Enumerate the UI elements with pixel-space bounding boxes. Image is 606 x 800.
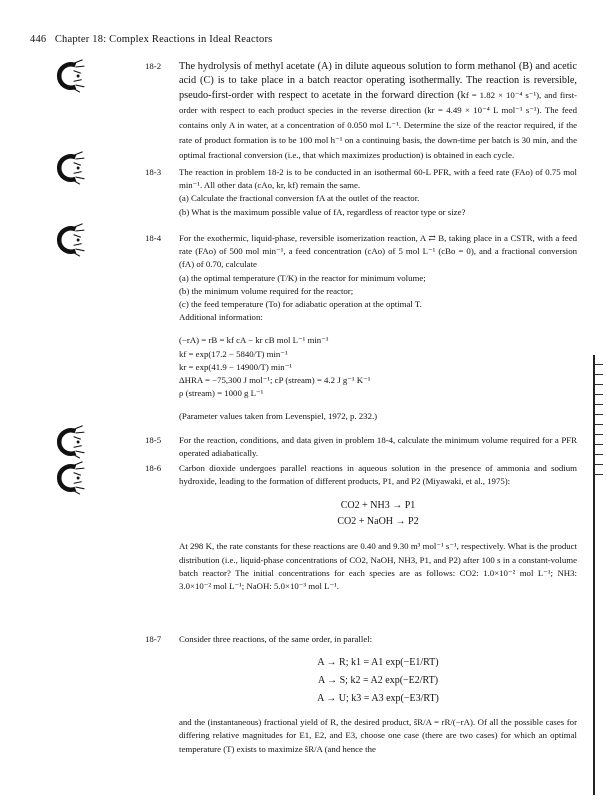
problem-18-5 [145, 434, 577, 460]
rate-equation: (−rA) = rB = kf cA − kr cB mol L⁻¹ min⁻¹ [179, 335, 329, 346]
reaction-1: CO2 + NH3 → P1 [340, 500, 416, 512]
problem-text: Carbon dioxide undergoes parallel reactions in aqueous solution in the presence of ammonia and sodium hydroxide, leading to the formation of different products, P1, and P2 (Miyawaki, et al., 1975): [179, 463, 577, 487]
part-b: (b) What is the maximum possible value of fA, regardless of reactor type or size? [179, 206, 466, 217]
reaction-2: A → S; k2 = A2 exp(−E2/RT) [317, 675, 439, 687]
reaction-1: A → R; k1 = A1 exp(−E1/RT) [317, 657, 439, 669]
running-header [30, 34, 272, 45]
computer-solution-icon [52, 58, 88, 94]
enthalpy-equation: ΔHRA = −75,300 J mol⁻¹; cP (stream) = 4.2 J g⁻¹ K⁻¹ [179, 375, 371, 386]
additional-info-label: Additional information: [179, 312, 263, 323]
computer-solution-icon [52, 222, 88, 258]
problem-18-4 [145, 232, 577, 424]
problem-number: 18-2 [145, 61, 162, 71]
computer-solution-icon [52, 424, 88, 460]
density-equation: ρ (stream) = 1000 g L⁻¹ [179, 388, 264, 399]
problem-text: For the reaction, conditions, and data given in problem 18-4, calculate the minimum volume required for a PFR operated adiabatically. [179, 435, 577, 459]
problem-number: 18-5 [145, 435, 162, 445]
problem-continuation: and the (instantaneous) fractional yield of R, the desired product, ŝR/A = rR/(−rA). Of all the possible cases for differing relative magnitudes for E1, E2, and E3, choose one case (there are two cases) for which an optimal temperature (T) exists to maximize ŝR/A (and hence the [179, 717, 577, 754]
problem-18-6 [145, 462, 577, 593]
computer-solution-icon [52, 460, 88, 496]
reaction-3: A → U; k3 = A3 exp(−E3/RT) [317, 693, 439, 705]
page-edge-shadow [593, 355, 606, 795]
kf-equation: kf = exp(17.2 − 5840/T) min⁻¹ [179, 348, 288, 359]
reaction-2: CO2 + NaOH → P2 [337, 516, 419, 528]
chapter-title: Chapter 18: Complex Reactions in Ideal Reactors [54, 34, 273, 45]
problem-text: For the exothermic, liquid-phase, reversible isomerization reaction, A ⇄ B, taking place in a CSTR, with a feed rate (FAo) of 500 mol min⁻¹, a feed concentration (cAo) of 5 mol L⁻¹ (cBo = 0), and a fractional conversion (fA) of 0.70, calculate [179, 233, 577, 270]
problem-number: 18-7 [145, 634, 162, 644]
part-a: (a) the optimal temperature (T/K) in the reactor for minimum volume; [179, 272, 426, 283]
part-b: (b) the minimum volume required for the reactor; [179, 285, 354, 296]
problem-number: 18-3 [145, 167, 162, 177]
part-c: (c) the feed temperature (To) for adiabatic operation at the optimal T. [179, 299, 422, 310]
problem-18-7 [145, 633, 577, 756]
problem-number: 18-4 [145, 233, 162, 243]
kr-equation: kr = exp(41.9 − 14900/T) min⁻¹ [179, 361, 292, 372]
page-number: 446 [30, 34, 47, 45]
problem-text: The reaction in problem 18-2 is to be conducted in an isothermal 60-L PFR, with a feed rate (FAo) of 0.75 mol min⁻¹. All other data (cAo, kr, kf) remain the same. [179, 167, 577, 191]
problem-18-2 [145, 60, 577, 163]
problem-18-3 [145, 166, 577, 219]
problem-number: 18-6 [145, 463, 162, 473]
problem-text: The hydrolysis of methyl acetate (A) in dilute aqueous solution to form methanol (B) and acetic acid (C) is to take place in a batch reactor operating isothermally. The reaction is reversible, pseudo-first-order with respect to acetate in the forward direction (kf = 1.82 × 10⁻⁴ s⁻¹), and first-order with respect to each product species in the reverse direction (kr = 4.49 × 10⁻⁴ L mol⁻¹ s⁻¹). The feed contains only A in water, at a concentration of 0.050 mol L⁻¹. Determine the size of the reactor required, if the rate of product formation is to be 100 mol h⁻¹ on a continuing basis, the down-time per batch is 30 min, and the optimal fractional conversion (i.e., that which maximizes production) is obtained in each cycle. [179, 61, 577, 160]
part-a: (a) Calculate the fractional conversion fA at the outlet of the reactor. [179, 193, 420, 204]
problem-text: Consider three reactions, of the same order, in parallel: [179, 634, 373, 644]
computer-solution-icon [52, 150, 88, 186]
problem-continuation: At 298 K, the rate constants for these reactions are 0.40 and 9.30 m³ mol⁻¹ s⁻¹, respectively. What is the product distribution (i.e., liquid-phase concentrations of CO2, NaOH, NH3, P1, and P2) after 100 s in a constant-volume batch reactor? The initial concentrations for each species are as follows: CO2: 1.0×10⁻² mol L⁻¹; NH3: 3.0×10⁻² mol L⁻¹; NaOH: 5.0×10⁻³ mol L⁻¹. [179, 541, 577, 592]
parameter-note: (Parameter values taken from Levenspiel, 1972, p. 232.) [179, 411, 378, 422]
